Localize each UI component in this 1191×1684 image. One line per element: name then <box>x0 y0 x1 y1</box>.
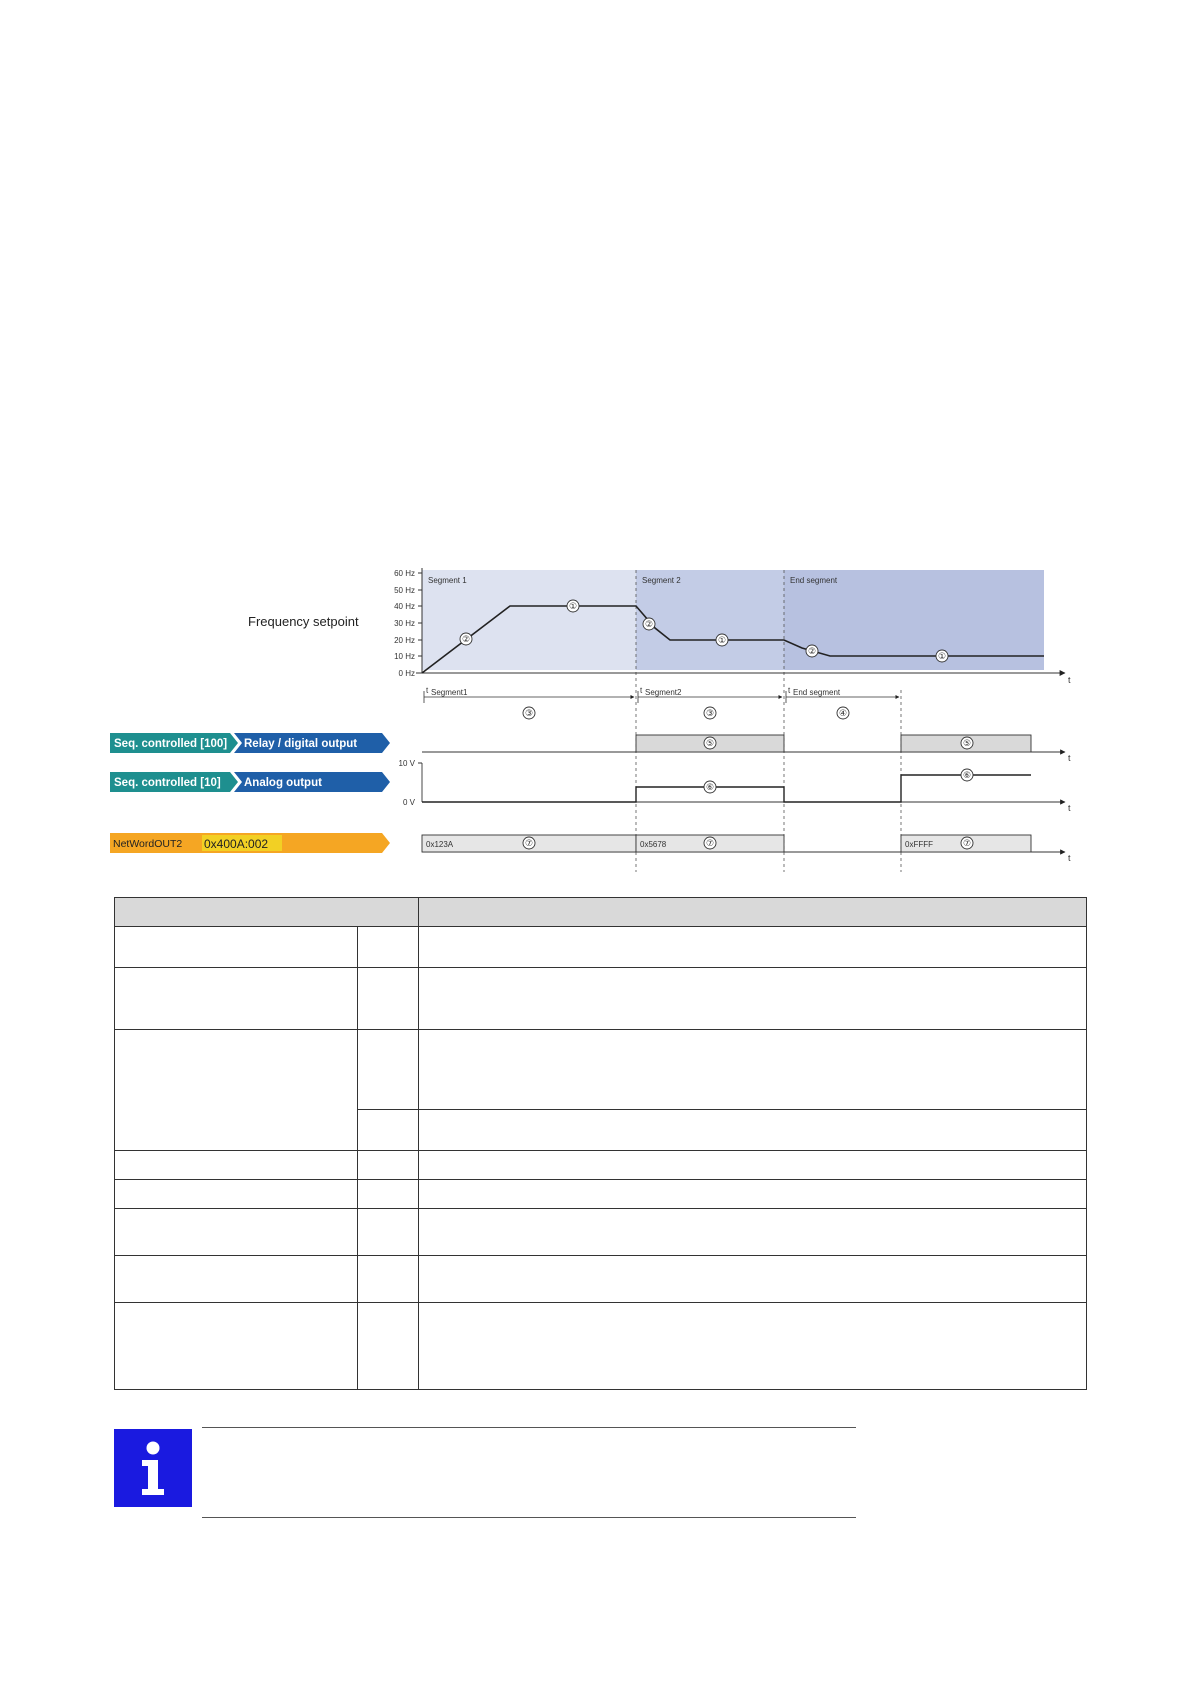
time-label-1: Segment1 <box>431 688 468 697</box>
netword-name: NetWordOUT2 <box>113 838 183 850</box>
segment-2-area <box>636 570 784 670</box>
table-row <box>115 927 1087 968</box>
svg-text:t: t <box>1068 803 1071 813</box>
tick-10v: 10 V <box>398 759 415 768</box>
info-icon <box>114 1429 192 1507</box>
tick-20hz: 20 Hz <box>394 636 415 645</box>
marker-1c <box>936 650 948 662</box>
end-segment-area <box>784 570 1044 670</box>
net-value-1: 0x123A <box>426 840 454 849</box>
table-header-row <box>115 898 1087 927</box>
table-row <box>115 968 1087 1030</box>
relay-source-tag <box>110 733 238 753</box>
table-row <box>115 1180 1087 1209</box>
svg-text:③: ③ <box>705 708 715 718</box>
time-label-3: End segment <box>793 688 841 697</box>
svg-text:t: t <box>426 686 429 695</box>
svg-text:t: t <box>640 686 643 695</box>
marker-2a <box>460 633 472 645</box>
svg-text:②: ② <box>461 634 471 644</box>
end-segment-label: End segment <box>790 576 838 585</box>
svg-text:⑦: ⑦ <box>705 838 715 848</box>
tick-50hz: 50 Hz <box>394 586 415 595</box>
netword-tag <box>110 833 390 853</box>
svg-text:③: ③ <box>524 708 534 718</box>
sequence-diagram <box>110 560 1075 875</box>
marker-5a <box>704 737 716 749</box>
description-table <box>114 897 1087 1390</box>
svg-text:⑤: ⑤ <box>962 738 972 748</box>
svg-text:⑦: ⑦ <box>962 838 972 848</box>
svg-text:①: ① <box>717 635 727 645</box>
svg-text:①: ① <box>568 601 578 611</box>
svg-text:②: ② <box>807 646 817 656</box>
svg-text:Relay / digital output: Relay / digital output <box>244 738 358 750</box>
marker-1b <box>716 634 728 646</box>
freq-axis-t: t <box>1068 675 1071 685</box>
marker-2c <box>806 645 818 657</box>
marker-6b <box>961 769 973 781</box>
table-row <box>115 1256 1087 1303</box>
tick-10hz: 10 Hz <box>394 652 415 661</box>
relay-target-tag <box>234 733 390 753</box>
marker-5b <box>961 737 973 749</box>
table-row <box>115 1209 1087 1256</box>
svg-text:⑥: ⑥ <box>705 782 715 792</box>
frequency-setpoint-title: Frequency setpoint <box>248 614 359 629</box>
net-value-3: 0xFFFF <box>905 840 933 849</box>
svg-text:⑤: ⑤ <box>705 738 715 748</box>
marker-6a <box>704 781 716 793</box>
svg-text:t: t <box>1068 753 1071 763</box>
table-header-cell-1 <box>115 898 419 927</box>
table-row <box>115 1303 1087 1390</box>
netword-index: 0x400A:002 <box>204 837 269 851</box>
note-bottom-rule <box>202 1517 856 1518</box>
svg-text:t: t <box>788 686 791 695</box>
marker-2b <box>643 618 655 630</box>
freq-ticks <box>394 569 422 678</box>
marker-4 <box>837 707 849 719</box>
tick-40hz: 40 Hz <box>394 602 415 611</box>
svg-text:⑥: ⑥ <box>962 770 972 780</box>
time-label-2: Segment2 <box>645 688 682 697</box>
analog-signal <box>422 775 1031 802</box>
segment-1-area <box>422 570 636 670</box>
segment-1-label: Segment 1 <box>428 576 467 585</box>
table-header-cell-2 <box>419 898 1087 927</box>
svg-text:Seq. controlled [10]: Seq. controlled [10] <box>114 777 221 789</box>
marker-3b <box>704 707 716 719</box>
svg-text:Seq. controlled [100]: Seq. controlled [100] <box>114 738 228 750</box>
net-value-2: 0x5678 <box>640 840 667 849</box>
svg-text:①: ① <box>937 651 947 661</box>
tick-60hz: 60 Hz <box>394 569 415 578</box>
tick-0v: 0 V <box>402 798 415 807</box>
segment-2-label: Segment 2 <box>642 576 681 585</box>
table-row <box>115 1030 1087 1110</box>
analog-source-tag <box>110 772 238 792</box>
marker-7c <box>961 837 973 849</box>
marker-1a <box>567 600 579 612</box>
svg-text:②: ② <box>644 619 654 629</box>
note-top-rule <box>202 1427 856 1428</box>
svg-text:⑦: ⑦ <box>524 838 534 848</box>
table-row <box>115 1151 1087 1180</box>
tick-30hz: 30 Hz <box>394 619 415 628</box>
svg-text:④: ④ <box>838 708 848 718</box>
svg-text:t: t <box>1068 853 1071 863</box>
analog-target-tag <box>234 772 390 792</box>
svg-text:Analog output: Analog output <box>244 777 322 789</box>
tick-0hz: 0 Hz <box>398 669 415 678</box>
marker-7b <box>704 837 716 849</box>
marker-3a <box>523 707 535 719</box>
marker-7a <box>523 837 535 849</box>
